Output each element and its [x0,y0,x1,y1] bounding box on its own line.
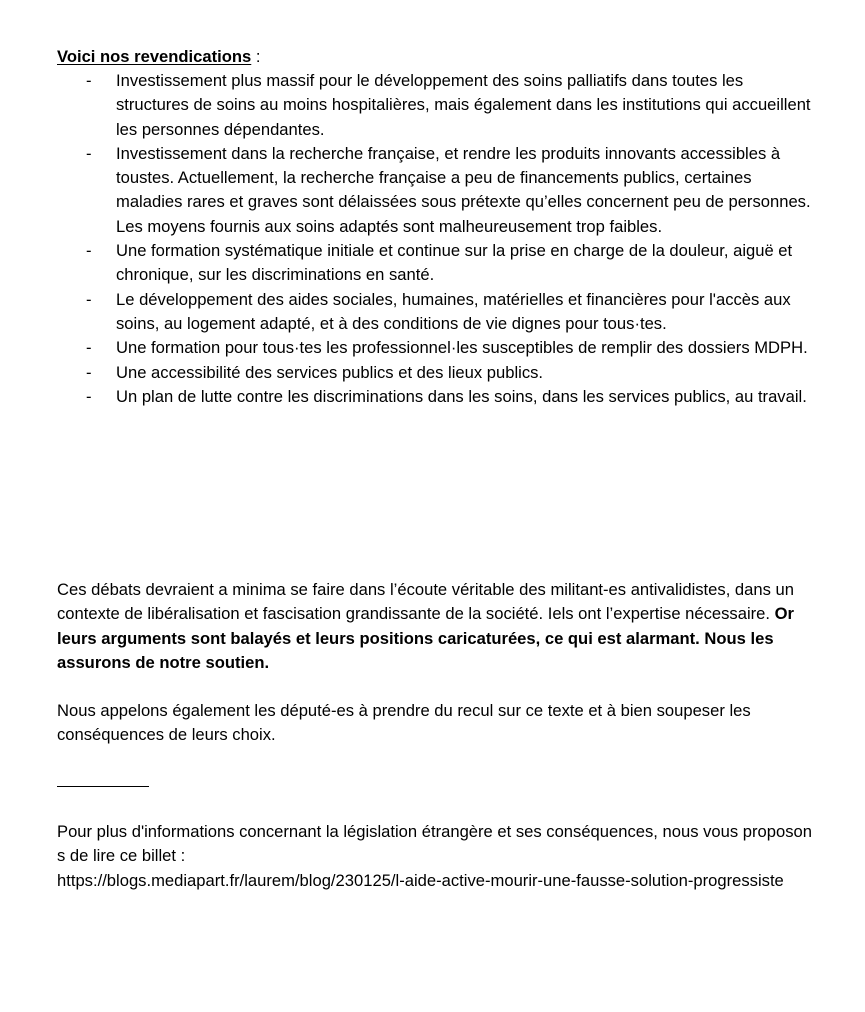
list-item-text: Une formation systématique initiale et continue sur la prise en charge de la douleur, aiguë et chronique, sur les discriminations en santé. [116,241,793,285]
separator-line [57,786,149,787]
list-item-text: Investissement plus massif pour le développement des soins palliatifs dans toutes les structures de soins au moins hospitalières, mais également dans les institutions qui accueillent les personnes dépendantes. [116,71,811,139]
demands-heading-title: Voici nos revendications [57,47,252,66]
list-bullet: - [86,143,92,163]
list-bullet: - [86,71,92,90]
debate-paragraph [57,578,817,675]
list-item-text: Investissement dans la recherche française, et rendre les produits innovants accessibles à toustes. Actuellement, la recherche française a peu de financements publics, certaines maladies rares et graves sont délaissées sous prétexte qu’elles concernent peu de personnes. Les moyens fournis aux soins adaptés sont malheureusement trop faibles. [116,143,811,236]
list-item [57,288,817,337]
list-bullet: - [86,386,92,406]
list-item-text: Une formation pour tous·tes les professionnel·les susceptibles de remplir des dossiers MDPH. [116,338,808,358]
appeal-paragraph: Nous appelons également les député-es à prendre du recul sur ce texte et à bien soupeser les conséquences de leurs choix. [57,701,751,745]
info-paragraph [57,820,817,893]
demands-heading-colon: : [251,47,261,66]
list-item [57,69,817,142]
list-item [57,336,817,360]
demands-list [57,69,817,409]
list-item-text: Le développement des aides sociales, humaines, matérielles et financières pour l'accès aux soins, au logement adapté, et à des conditions de vie dignes pour tous·tes. [116,289,791,333]
demands-heading [57,45,837,69]
debate-paragraph-bold: Or leurs arguments sont balayés et leurs positions caricaturées, ce qui est alarmant. Nous les assurons de notre soutien. [57,604,794,672]
list-bullet: - [86,289,92,309]
list-bullet: - [86,338,92,358]
list-item [57,142,817,239]
list-item [57,361,817,385]
list-item [57,239,817,288]
list-item-text: Un plan de lutte contre les discriminations dans les soins, dans les services publics, au travail. [116,386,807,406]
list-item [57,385,817,409]
blog-link[interactable]: https://blogs.mediapart.fr/laurem/blog/230125/l-aide-active-mourir-une-fausse-solution-progressiste [57,870,784,890]
list-bullet: - [86,241,92,261]
debate-paragraph-regular: Ces débats devraient a minima se faire dans l’écoute véritable des militant-es antivalidistes, dans un contexte de libéralisation et fascisation grandissante de la société. Iels ont l’expertise nécessaire. [57,580,794,624]
list-item-text: Une accessibilité des services publics et des lieux publics. [116,362,544,382]
list-bullet: - [86,362,92,382]
info-paragraph-text: Pour plus d'informations concernant la législation étrangère et ses conséquences, nous vous proposons de lire ce billet : [57,822,812,866]
